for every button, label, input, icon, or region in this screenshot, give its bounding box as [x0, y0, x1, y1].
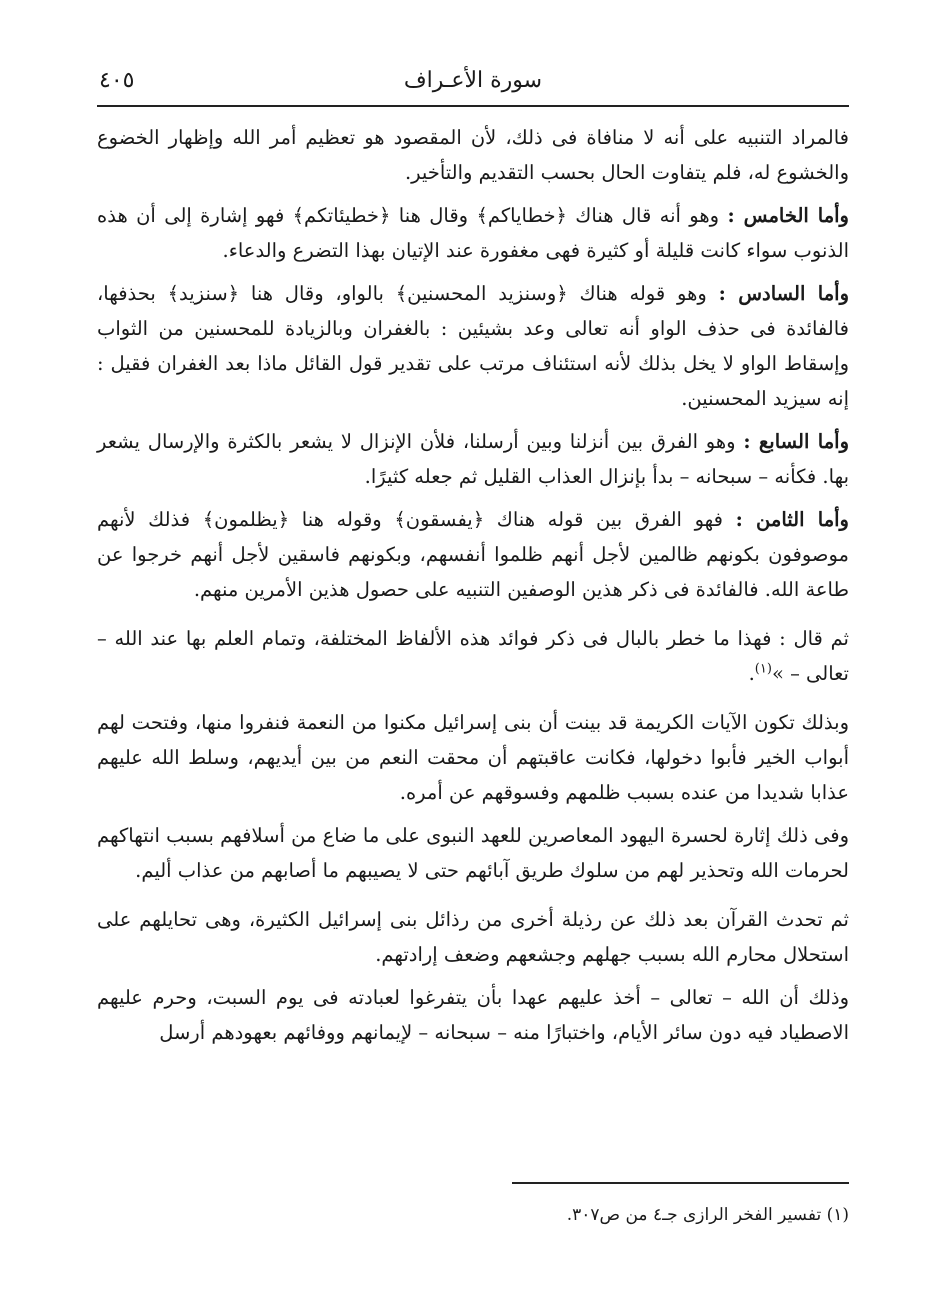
paragraph-5-lead: وأما الثامن : [735, 508, 849, 531]
paragraph-2-lead: وأما الخامس : [727, 204, 849, 227]
footnote-rule [512, 1182, 849, 1184]
paragraph-3-text: وهو قوله هناك ﴿وسنزيد المحسنين﴾ بالواو، وقال هنا ﴿سنزيد﴾ بحذفها، فالفائدة فى حذف الواو أنه تعالى وعد بشيئين : بالغفران وبالزيادة للمحسنين من الثواب وإسقاط الواو لا يخل بذلك لأنه استئناف مرتب على تقدير قول القائل ماذا بعد الغفران فقيل : إنه سيزيد المحسنين. [97, 282, 849, 410]
paragraph-9-text: ثم تحدث القرآن بعد ذلك عن رذيلة أخرى من رذائل بنى إسرائيل الكثيرة، وهى تحايلهم على استحلال محارم الله بسبب جهلهم وجشعهم وضعف إرادتهم. [97, 908, 849, 966]
paragraph-8 [97, 818, 849, 888]
paragraph-2-text: وهو أنه قال هناك ﴿خطاياكم﴾ وقال هنا ﴿خطيئاتكم﴾ فهو إشارة إلى أن هذه الذنوب سواء كانت قليلة أو كثيرة فهى مغفورة عند الإتيان بهذا التضرع والدعاء. [97, 204, 849, 262]
page-number: ٤٠٥ [99, 68, 135, 93]
paragraph-3-lead: وأما السادس : [718, 282, 850, 305]
paragraph-4-text: وهو الفرق بين أنزلنا وبين أرسلنا، فلأن الإنزال لا يشعر بالكثرة والإرسال يشعر بها. فكأنه – سبحانه – بدأ بإنزال العذاب القليل ثم جعله كثيرًا. [97, 430, 849, 488]
footnote-reference: (١) [754, 661, 772, 677]
paragraph-9 [97, 902, 849, 972]
paragraph-8-text: وفى ذلك إثارة لحسرة اليهود المعاصرين للعهد النبوى على ما ضاع من أسلافهم بسبب انتهاكهم لحرمات الله وتحذير لهم من سلوك طريق آبائهم حتى لا يصيبهم ما أصابهم من عذاب أليم. [97, 824, 849, 882]
paragraph-7-text: وبذلك تكون الآيات الكريمة قد بينت أن بنى إسرائيل مكنوا من النعمة فنفروا منها، وفتحت لهم أبواب الخير فأبوا دخولها، فكانت عاقبتهم أن محقت النعم من بين أيديهم، وسلط الله عليهم عذابا شديدا من عنده بسبب ظلمهم وفسوقهم عن أمره. [97, 711, 849, 804]
paragraph-10 [97, 980, 849, 1050]
footnote: (١) تفسير الفخر الرازى جـ٤ من ص٣٠٧. [566, 1205, 849, 1225]
paragraph-2 [97, 198, 849, 268]
paragraph-1 [97, 120, 849, 190]
paragraph-7 [97, 705, 849, 810]
paragraph-10-text: وذلك أن الله – تعالى – أخذ عليهم عهدا بأن يتفرغوا لعبادته فى يوم السبت، وحرم عليهم الاصطياد فيه دون سائر الأيام، واختبارًا منه – سبحانه – لإيمانهم ووفائهم بعهودهم أرسل [97, 986, 849, 1044]
header-rule [97, 105, 849, 107]
paragraph-6-text: ثم قال : فهذا ما خطر بالبال فى ذكر فوائد هذه الألفاظ المختلفة، وتمام العلم بها عند الله – تعالى – » [97, 627, 849, 685]
paragraph-5-text: فهو الفرق بين قوله هناك ﴿يفسقون﴾ وقوله هنا ﴿يظلمون﴾ فذلك لأنهم موصوفون بكونهم ظالمين لأجل أنهم ظلموا أنفسهم، وبكونهم فاسقين لأجل أنهم خرجوا عن طاعة الله. فالفائدة فى ذكر هذين الوصفين التنبيه على حصول هذين الأمرين منهم. [97, 508, 849, 601]
paragraph-6-tail: . [748, 662, 755, 685]
paragraph-3 [97, 276, 849, 416]
paragraph-6 [97, 621, 849, 691]
page-header [97, 62, 849, 102]
paragraph-1-text: فالمراد التنبيه على أنه لا منافاة فى ذلك، لأن المقصود هو تعظيم أمر الله وإظهار الخضوع والخشوع له، فلم يتفاوت الحال بحسب التقديم والتأخير. [97, 126, 849, 184]
paragraph-4-lead: وأما السابع : [743, 430, 850, 453]
body-text [97, 120, 849, 1058]
paragraph-5 [97, 502, 849, 607]
running-title: سورة الأعـراف [403, 68, 543, 93]
paragraph-4 [97, 424, 849, 494]
